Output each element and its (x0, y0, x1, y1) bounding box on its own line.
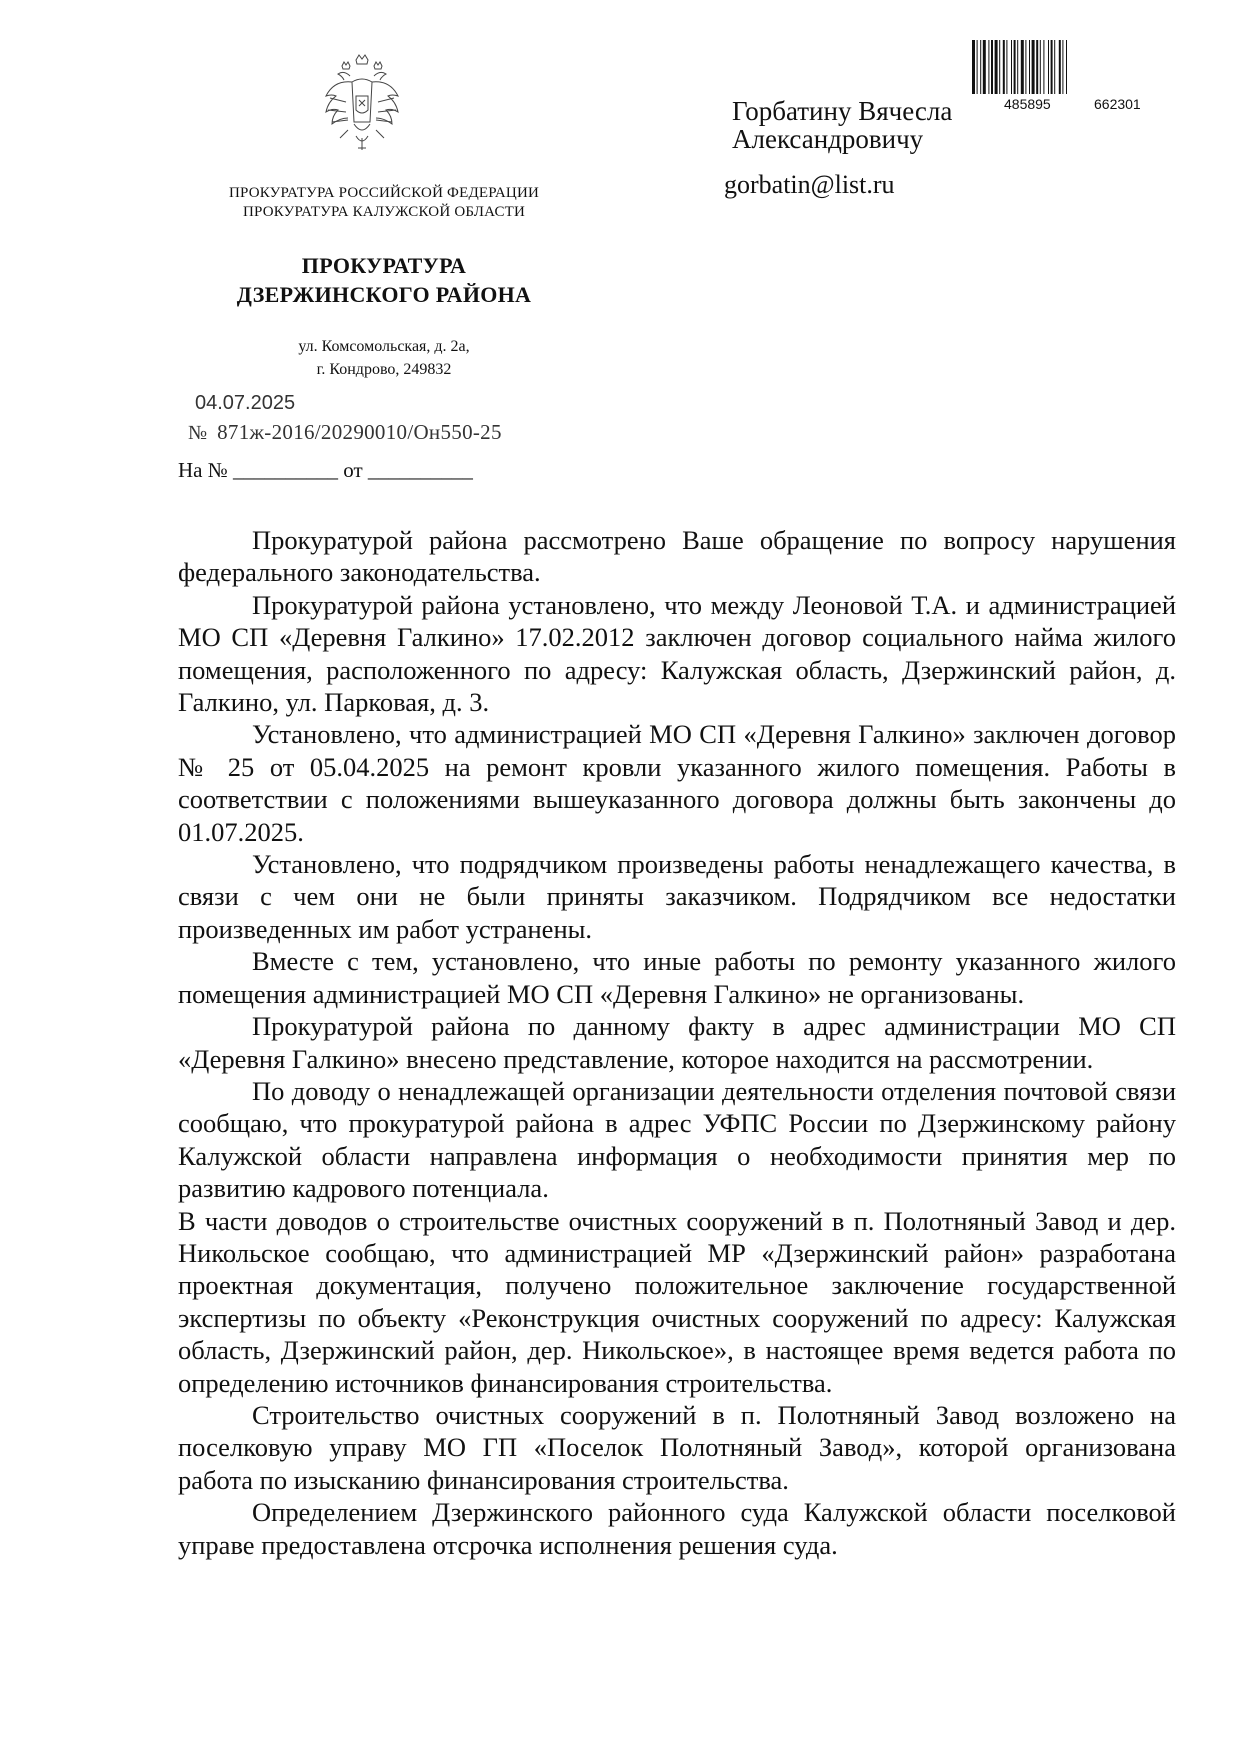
barcode-bar (1025, 40, 1026, 94)
barcode-bar (1006, 40, 1007, 94)
barcode-bar (1032, 40, 1035, 94)
registration-date: 04.07.2025 (195, 392, 296, 414)
barcode-bar (1054, 40, 1055, 94)
barcode-bar (1014, 40, 1016, 94)
barcode-bar (991, 40, 993, 94)
reply-reference: На № __________ от __________ (178, 458, 473, 482)
recipient-email: gorbatin@list.ru (724, 170, 895, 199)
letter-body (178, 524, 1176, 1561)
barcode-bar (999, 40, 1000, 94)
body-paragraph: Прокуратурой района по данному факту в адрес администрации МО СП «Деревня Галкино» внесено представление, которое находится на рассмотрении. (178, 1011, 1176, 1074)
barcode-bar (1021, 40, 1024, 94)
body-paragraph: Строительство очистных сооружений в п. Полотняный Завод возложено на поселковую управу МО ГП «Поселок Полотняный Завод», которой организована работа по изысканию финансирования строительства. (178, 1399, 1176, 1495)
body-paragraph: Вместе с тем, установлено, что иные работы по ремонту указанного жилого помещения администрацией МО СП «Деревня Галкино» не организованы. (178, 946, 1176, 1009)
department-title-line-1: ПРОКУРАТУРА (301, 253, 467, 278)
recipient-name-line-2: Александровичу (732, 124, 924, 154)
russian-coat-of-arms-icon (322, 52, 402, 156)
barcode-bar (988, 40, 989, 94)
barcode-bar (980, 40, 981, 94)
registration-number: 871ж-2016/20290010/Он550-25 (217, 420, 502, 444)
address-line-2: г. Кондрово, 249832 (316, 361, 452, 378)
body-paragraph: Определением Дзержинского районного суда Калужской области поселковой управе предоставлена отсрочка исполнения решения суда. (178, 1497, 1176, 1560)
body-paragraph: Установлено, что подрядчиком произведены работы ненадлежащего качества, в связи с чем они не были приняты заказчиком. Подрядчиком все недостатки произведенных им работ устранены. (178, 849, 1176, 944)
barcode-bar (977, 40, 978, 94)
barcode-bar (1040, 40, 1041, 94)
barcode-bar (1043, 40, 1044, 94)
org-name-line-1: ПРОКУРАТУРА РОССИЙСКОЙ ФЕДЕРАЦИИ (228, 185, 540, 201)
barcode-bar (1036, 40, 1038, 94)
barcode-bar (1059, 40, 1061, 94)
barcode-bar (983, 40, 986, 94)
registration-number-label: № (188, 422, 208, 444)
barcode-bar (1062, 40, 1063, 94)
barcode-code-right: 662301 (1094, 96, 1141, 112)
barcode (970, 40, 1170, 96)
body-paragraph: Установлено, что администрацией МО СП «Деревня Галкино» заключен договор № 25 от 05.04.2025 на ремонт кровли указанного жилого помещения. Работы в соответствии с положениями вышеуказанного договора должны быть закончены до 01.07.2025. (178, 719, 1176, 847)
address-line-1: ул. Комсомольская, д. 2а, (298, 338, 470, 355)
barcode-bar (1048, 40, 1049, 94)
org-name-line-2: ПРОКУРАТУРА КАЛУЖСКОЙ ОБЛАСТИ (242, 204, 526, 220)
department-title-line-2: ДЗЕРЖИНСКОГО РАЙОНА (236, 282, 532, 307)
registration-number-row (188, 420, 502, 445)
barcode-bar (1017, 40, 1018, 94)
barcode-bar (972, 40, 975, 94)
barcode-bar (1003, 40, 1005, 94)
barcode-bar (1011, 40, 1012, 94)
body-paragraph: По доводу о ненадлежащей организации деятельности отделения почтовой связи сообщаю, что прокуратурой района в адрес УФПС России по Дзержинскому району Калужской области направлена информация о необходимости принятия мер по развитию кадрового потенциала. (178, 1075, 1176, 1204)
recipient-name-line-1: Горбатину Вячесла (732, 96, 953, 126)
barcode-spacer (972, 96, 1002, 120)
body-paragraph: Прокуратурой района рассмотрено Ваше обращение по вопросу нарушения федерального законодательства. (178, 525, 1176, 588)
body-paragraph: Прокуратурой района установлено, что между Леоновой Т.А. и администрацией МО СП «Деревня Галкино» 17.02.2012 заключен договор социального найма жилого помещения, расположенного по адресу: Калужская область, Дзержинский район, д. Галкино, ул. Парковая, д. 3. (178, 589, 1176, 718)
barcode-code-left: 485895 (1004, 96, 1051, 112)
barcode-bar (1051, 40, 1053, 94)
barcode-bar (1029, 40, 1030, 94)
barcode-bar (995, 40, 998, 94)
barcode-bar (1066, 40, 1067, 94)
body-paragraph: В части доводов о строительстве очистных сооружений в п. Полотняный Завод и дер. Никольское сообщаю, что администрацией МР «Дзержинский район» разработана проектная документация, получено положительное заключение государственной экспертизы по объекту «Реконструкция очистных сооружений по адресу: Калужская область, Дзержинский район, дер. Никольское», в настоящее время ведется работа по определению источников финансирования строительства. (178, 1205, 1176, 1398)
